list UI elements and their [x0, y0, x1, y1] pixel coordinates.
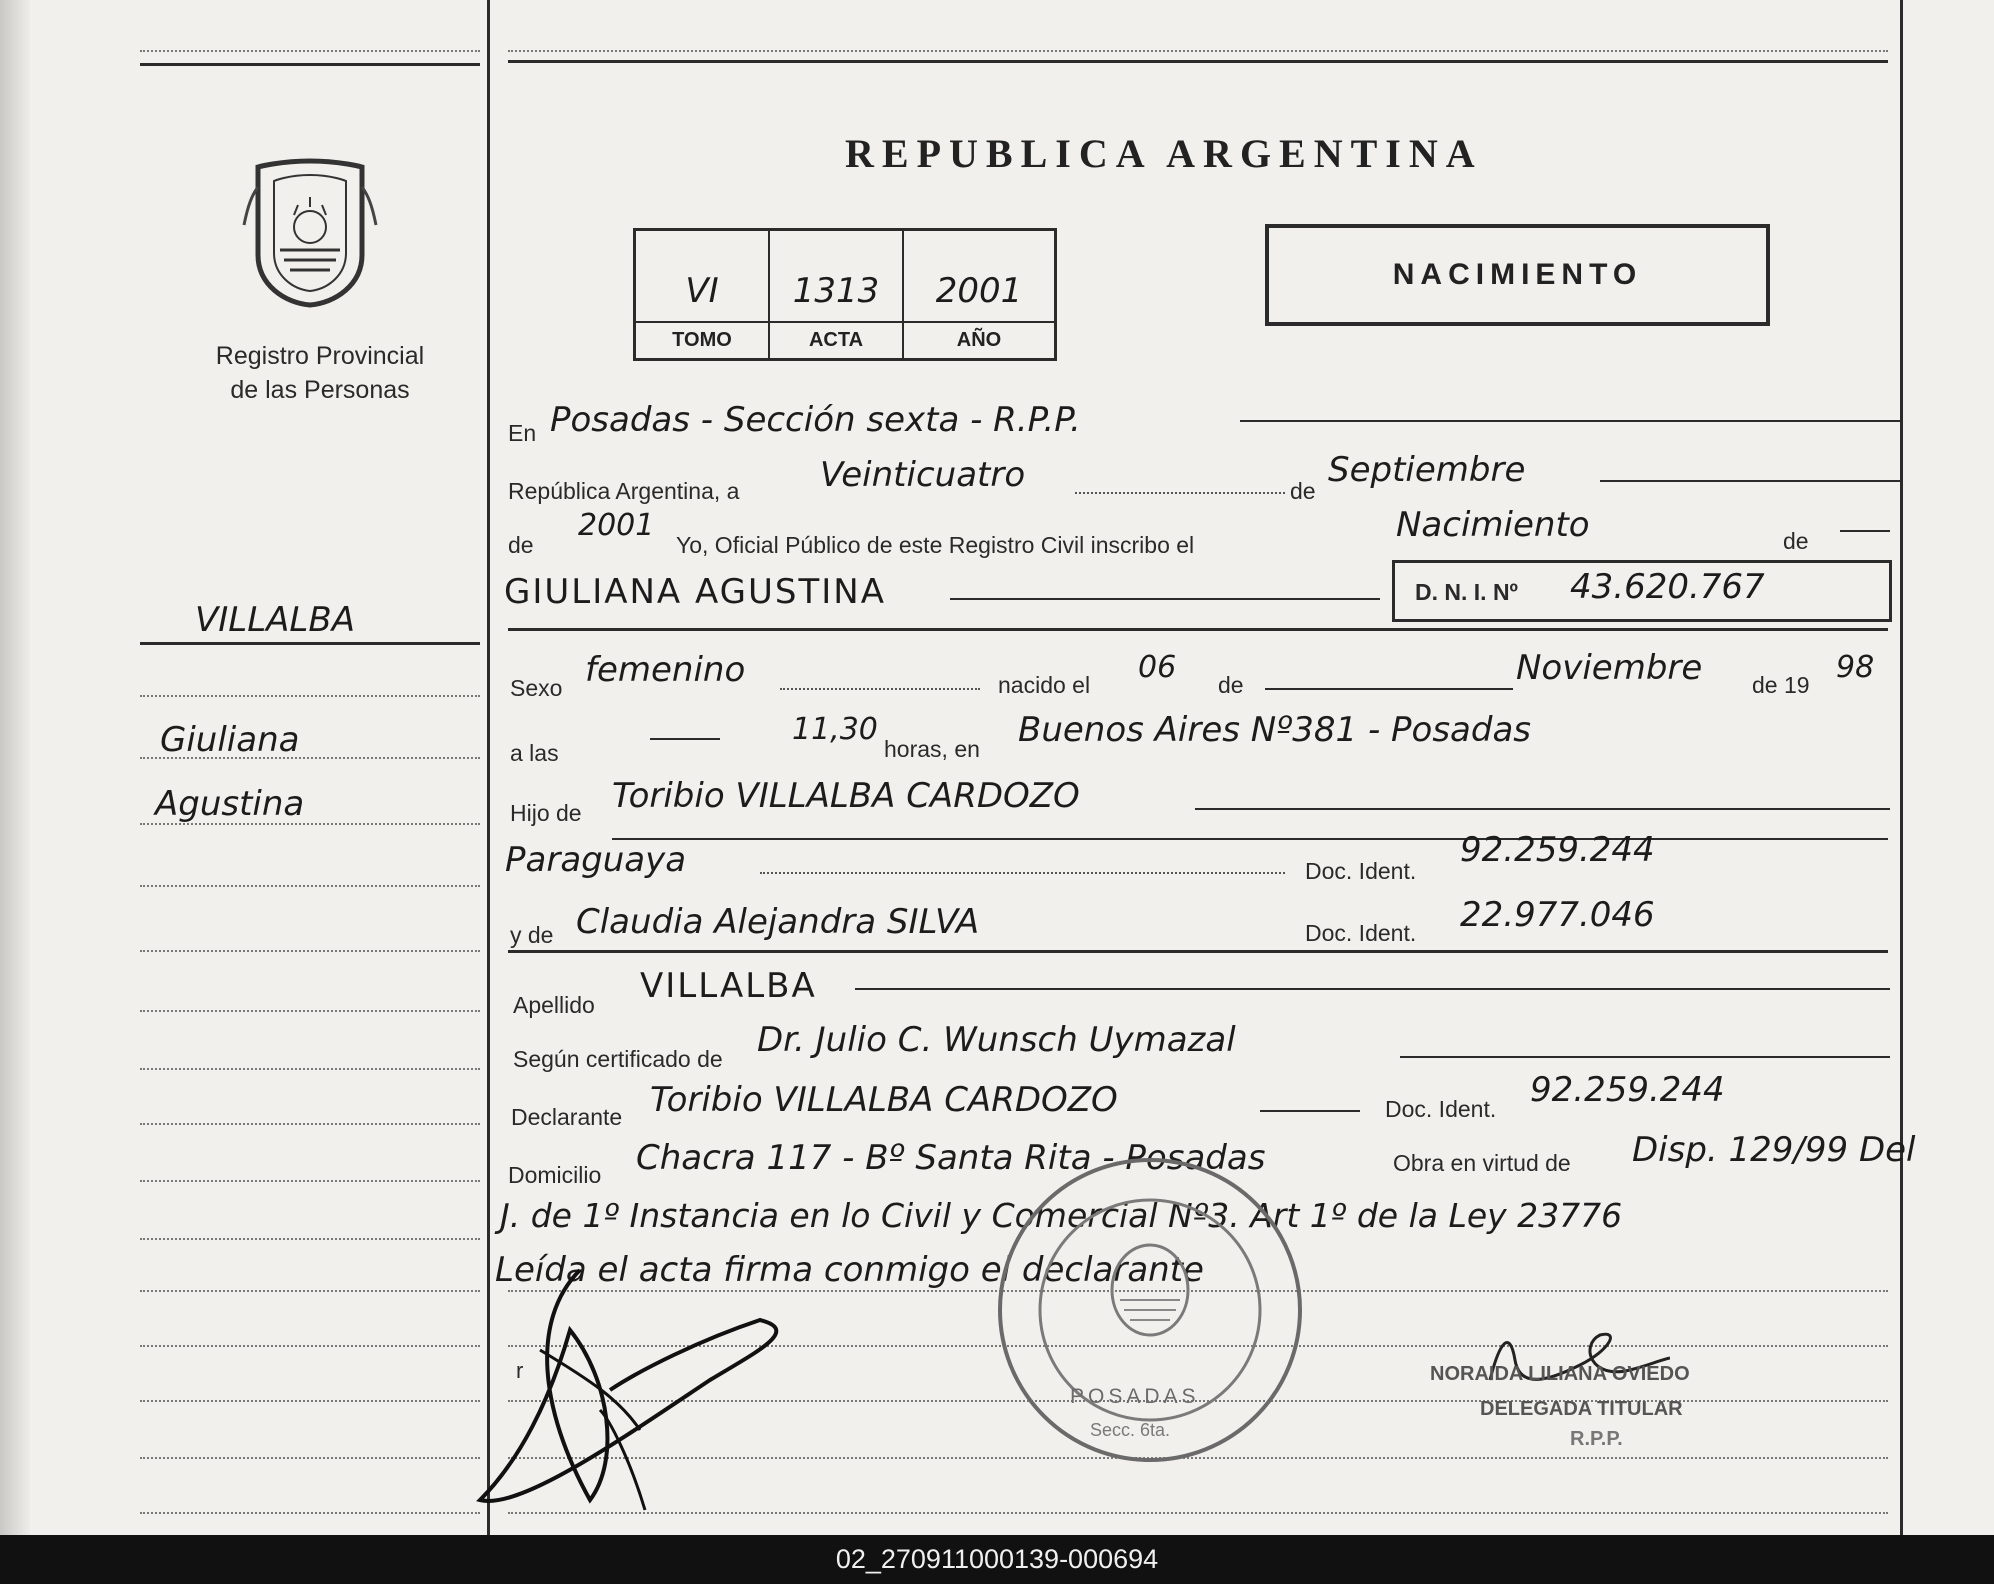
label-de19: de 19	[1752, 672, 1810, 698]
line-rule	[855, 988, 1890, 990]
stub-row	[140, 1068, 480, 1070]
stub-given-name1: Giuliana	[160, 720, 300, 760]
label-horas: horas, en	[884, 736, 980, 762]
label-docident3: Doc. Ident.	[1385, 1096, 1497, 1122]
line-rule	[1240, 420, 1900, 422]
value-birth-month: Noviembre	[1516, 648, 1703, 688]
value-place: Posadas - Sección sexta - R.P.P.	[550, 400, 1081, 440]
tomo-value: VI	[685, 271, 719, 311]
value-declarant: Toribio VILLALBA CARDOZO	[650, 1080, 1118, 1120]
stub-row	[140, 1290, 480, 1292]
value-father-nationality: Paraguaya	[505, 840, 687, 880]
line-rule	[1840, 530, 1890, 532]
value-birth-day: 06	[1138, 650, 1177, 685]
stub-row	[140, 823, 480, 825]
value-surname: VILLALBA	[640, 966, 817, 1006]
record-type-box: NACIMIENTO	[1265, 224, 1770, 326]
label-yde: y de	[510, 922, 554, 948]
official-name: NORAIDA LILIANA OVIEDO	[1430, 1363, 1690, 1385]
line-rule	[1260, 1110, 1360, 1112]
stub-row	[140, 1400, 480, 1402]
label-alas: a las	[510, 740, 559, 766]
tomo-label: TOMO	[636, 321, 768, 352]
stub-row	[140, 757, 480, 759]
acta-value: 1313	[792, 271, 880, 311]
label-domicilio: Domicilio	[508, 1162, 602, 1188]
label-de3: de	[1218, 672, 1244, 698]
ano-label: AÑO	[904, 321, 1054, 352]
value-names: GIULIANA AGUSTINA	[504, 572, 886, 612]
value-declarant-doc: 92.259.244	[1530, 1070, 1725, 1110]
label-dni: D. N. I. Nº	[1415, 579, 1518, 605]
stub-row	[140, 1457, 480, 1459]
stub-row	[140, 1345, 480, 1347]
value-address: Chacra 117 - Bº Santa Rita - Posadas	[636, 1138, 1266, 1178]
section-rule	[508, 628, 1888, 631]
label-declarante: Declarante	[511, 1104, 623, 1130]
registry-name-line1: Registro Provincial	[215, 342, 425, 370]
ano-value: 2001	[935, 271, 1023, 311]
stub-row	[140, 1123, 480, 1125]
line-rule	[1600, 480, 1900, 482]
line-rule	[1195, 808, 1890, 810]
value-authority: Disp. 129/99 Del	[1632, 1130, 1916, 1170]
label-docident: Doc. Ident.	[1305, 858, 1417, 884]
value-dni: 43.620.767	[1570, 567, 1765, 607]
label-de-anio: de	[508, 532, 534, 558]
label-republica: República Argentina, a	[508, 478, 740, 504]
official-office: R.P.P.	[1570, 1428, 1623, 1450]
acta-cell	[770, 231, 904, 358]
label-docident2: Doc. Ident.	[1305, 920, 1417, 946]
value-record: Nacimiento	[1396, 505, 1590, 545]
line-rule	[612, 838, 1888, 840]
line-rule	[950, 598, 1380, 600]
label-oficial: Yo, Oficial Público de este Registro Civil inscribo el	[676, 532, 1195, 558]
stub-row	[140, 1512, 480, 1514]
section-rule	[508, 950, 1888, 953]
value-time: 11,30	[792, 712, 878, 747]
line-rule	[650, 738, 720, 740]
line-rule	[1400, 1056, 1890, 1058]
label-obra: Obra en virtud de	[1393, 1150, 1571, 1176]
fill-line	[1075, 492, 1285, 494]
stub-dotted-line	[140, 50, 480, 52]
initial-mark: r	[516, 1358, 524, 1383]
stub-row	[140, 950, 480, 952]
acta-label: ACTA	[770, 321, 902, 352]
stamp-city: POSADAS	[1070, 1385, 1200, 1408]
registry-name-line2: de las Personas	[230, 376, 410, 404]
label-nacido: nacido el	[998, 672, 1091, 698]
scan-code: 02_270911000139-000694	[0, 1535, 1994, 1584]
value-father-doc: 92.259.244	[1460, 830, 1655, 870]
label-de: de	[1290, 478, 1316, 504]
line-rule	[1265, 688, 1513, 690]
ano-cell	[904, 231, 1054, 358]
tomo-cell	[636, 231, 770, 358]
value-father: Toribio VILLALBA CARDOZO	[612, 776, 1080, 816]
stub-row	[140, 1180, 480, 1182]
right-border	[1900, 0, 1903, 1535]
stub-given-name2: Agustina	[155, 784, 305, 824]
dni-box	[1392, 560, 1892, 622]
label-hijo: Hijo de	[510, 800, 582, 826]
province-emblem-icon	[240, 155, 380, 310]
stamp-section: Secc. 6ta.	[1090, 1420, 1171, 1440]
value-sex: femenino	[585, 650, 746, 690]
fill-line	[780, 688, 980, 690]
value-birth-place: Buenos Aires Nº381 - Posadas	[1018, 710, 1532, 750]
fill-line	[760, 872, 1285, 874]
label-apellido: Apellido	[513, 992, 595, 1018]
label-segun: Según certificado de	[513, 1046, 723, 1072]
label-en: En	[508, 420, 537, 446]
value-month: Septiembre	[1328, 450, 1526, 490]
value-day: Veinticuatro	[820, 455, 1026, 495]
value-mother: Claudia Alejandra SILVA	[576, 902, 980, 942]
official-title: DELEGADA TITULAR	[1480, 1398, 1683, 1420]
country-title: REPUBLICA ARGENTINA	[845, 131, 1483, 176]
record-number-box	[633, 228, 1057, 361]
value-authority-cont: J. de 1º Instancia en lo Civil y Comercial Nº3. Art 1º de la Ley 23776	[500, 1196, 1623, 1235]
stub-row	[140, 1238, 480, 1240]
declarant-signature	[460, 1260, 820, 1530]
label-de2: de	[1783, 528, 1809, 554]
stub-top-rule	[140, 63, 480, 66]
official-signature	[1470, 1320, 1670, 1400]
value-certifier: Dr. Julio C. Wunsch Uymazal	[757, 1020, 1236, 1060]
stub-surname: VILLALBA	[195, 600, 355, 640]
stub-row	[140, 885, 480, 887]
value-closing: Leída el acta firma conmigo el declarante	[495, 1250, 1204, 1290]
label-sexo: Sexo	[510, 675, 563, 701]
value-mother-doc: 22.977.046	[1460, 895, 1655, 935]
main-top-rule	[508, 60, 1888, 63]
stub-row	[140, 695, 480, 697]
main-dotted-line	[508, 50, 1888, 52]
stub-surname-rule	[140, 642, 480, 645]
value-birth-year: 98	[1836, 650, 1875, 685]
stub-row	[140, 1010, 480, 1012]
value-year: 2001	[578, 508, 655, 543]
